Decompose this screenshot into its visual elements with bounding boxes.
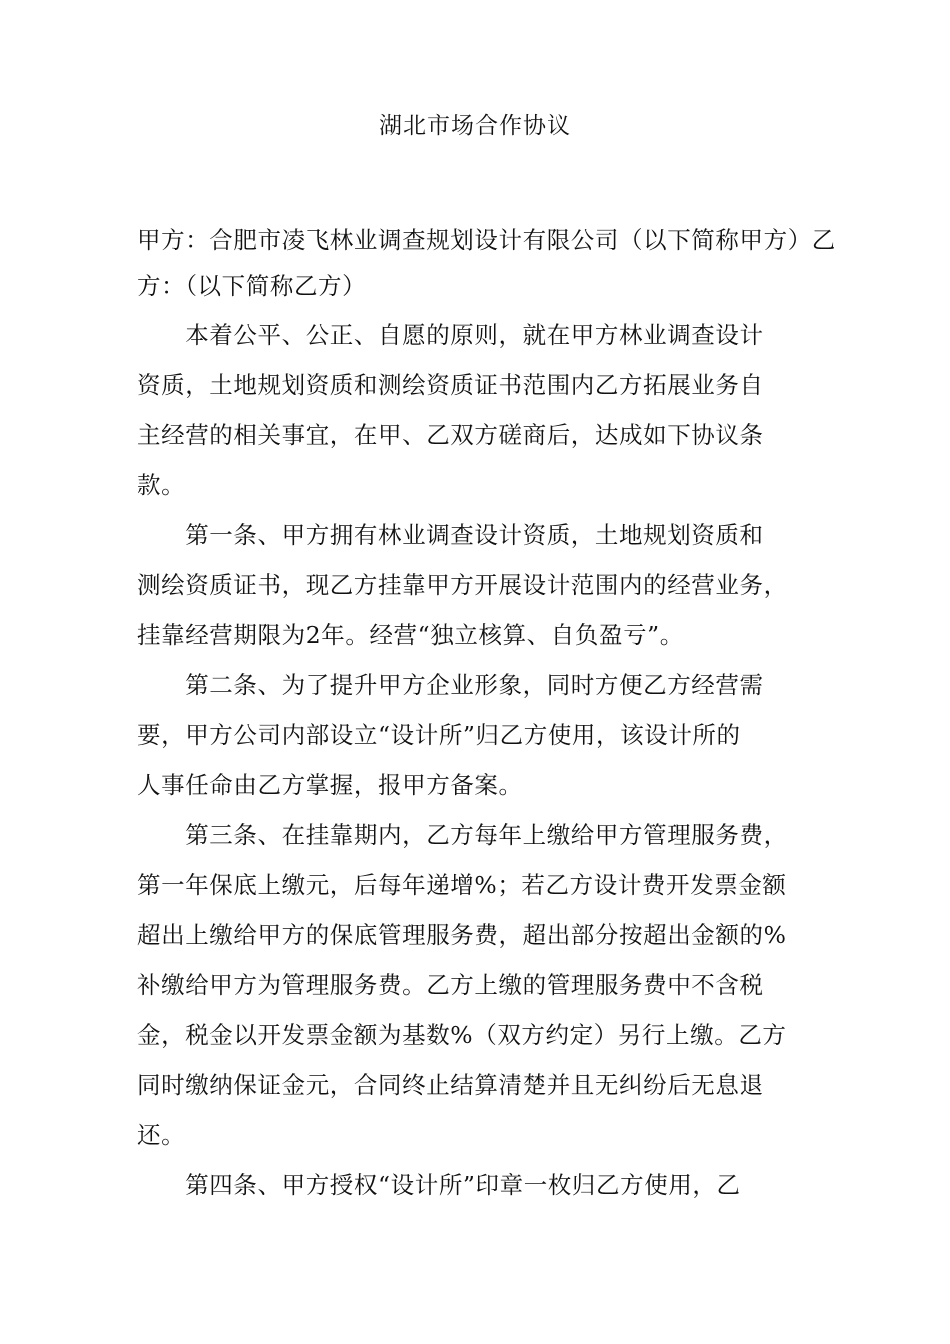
text-line: 第一年保底上缴元，后每年递增%；若乙方设计费开发票金额: [137, 871, 787, 899]
text-line: 本着公平、公正、自愿的原则，就在甲方林业调查设计: [137, 321, 764, 349]
text-line: 第二条、为了提升甲方企业形象，同时方便乙方经营需: [137, 671, 764, 699]
text-line: 金，税金以开发票金额为基数%（双方约定）另行上缴。乙方: [137, 1021, 787, 1049]
text-line: 第三条、在挂靠期内，乙方每年上缴给甲方管理服务费，: [137, 821, 788, 849]
text-line: 人事任命由乙方掌握，报甲方备案。: [137, 771, 523, 799]
text-line: 第一条、甲方拥有林业调查设计资质，土地规划资质和: [137, 521, 764, 549]
text-line: 测绘资质证书，现乙方挂靠甲方开展设计范围内的经营业务，: [137, 571, 788, 599]
text-line: 方：（以下简称乙方）: [137, 272, 367, 300]
text-line: 超出上缴给甲方的保底管理服务费，超出部分按超出金额的%: [137, 921, 787, 949]
text-line: 甲方：合肥市凌飞林业调查规划设计有限公司（以下简称甲方）乙: [137, 226, 836, 254]
text-line: 挂靠经营期限为2年。经营“独立核算、自负盈亏”。: [137, 621, 684, 649]
text-line: 要，甲方公司内部设立“设计所”归乙方使用，该设计所的: [137, 721, 741, 749]
document-title: 湖北市场合作协议: [379, 113, 571, 139]
text-line: 还。: [137, 1121, 186, 1149]
text-line: 补缴给甲方为管理服务费。乙方上缴的管理服务费中不含税: [137, 971, 764, 999]
text-line: 主经营的相关事宜，在甲、乙双方磋商后，达成如下协议条: [137, 421, 764, 449]
text-line: 款。: [137, 471, 186, 499]
text-line: 同时缴纳保证金元，合同终止结算清楚并且无纠纷后无息退: [137, 1071, 764, 1099]
text-line: 资质，土地规划资质和测绘资质证书范围内乙方拓展业务自: [137, 371, 764, 399]
text-line: 第四条、甲方授权“设计所”印章一枚归乙方使用，乙: [137, 1171, 741, 1199]
